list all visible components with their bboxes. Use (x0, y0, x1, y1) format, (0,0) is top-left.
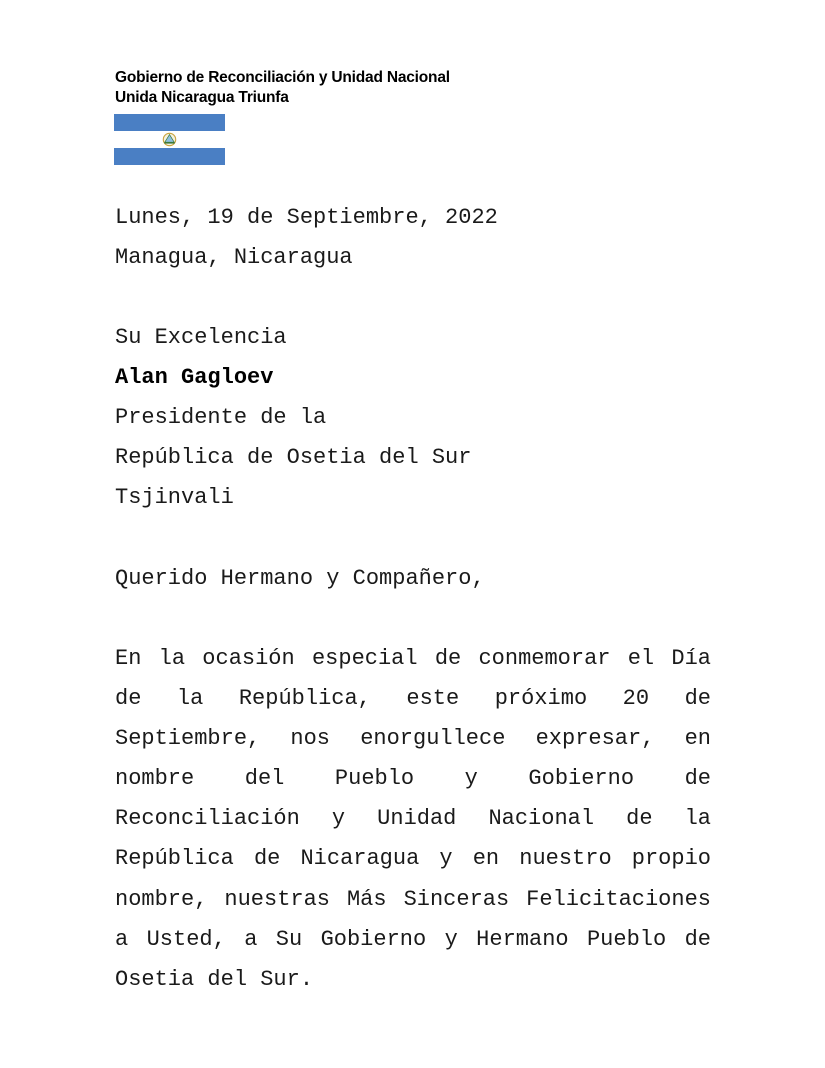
recipient-title-line-1: Presidente de la (115, 405, 327, 431)
salutation-text: Querido Hermano y Compañero, (115, 566, 485, 591)
recipient-block (115, 318, 711, 518)
salutation (115, 559, 711, 599)
letterhead-line-slogan: Unida Nicaragua Triunfa (115, 89, 289, 106)
recipient-city: Tsjinvali (115, 485, 234, 511)
date-line: Lunes, 19 de Septiembre, 2022 (115, 205, 498, 230)
letterhead (115, 68, 450, 108)
coat-of-arms-emblem (163, 133, 175, 145)
body-paragraph-text: En la ocasión especial de conmemorar el Día de la República, este próximo 20 de Septiembre, nos enorgullece expresar, en nombre del Pueblo y Gobierno de Reconciliación y Unidad Nacional de la República de Nicaragua y en nuestro propio nombre, nuestras Más Sinceras Felicitaciones a Usted, a Su Gobierno y Hermano Pueblo de Osetia del Sur. (115, 646, 711, 992)
recipient-title-line-2: República de Osetia del Sur (115, 445, 472, 471)
recipient-name: Alan Gagloev (115, 365, 274, 391)
recipient-honorific: Su Excelencia (115, 325, 287, 350)
date-block (115, 198, 711, 278)
body-paragraph (115, 639, 711, 1000)
place-line: Managua, Nicaragua (115, 245, 353, 271)
nicaragua-flag-icon (114, 114, 225, 165)
letterhead-line-government: Gobierno de Reconciliación y Unidad Nacional (115, 69, 450, 86)
